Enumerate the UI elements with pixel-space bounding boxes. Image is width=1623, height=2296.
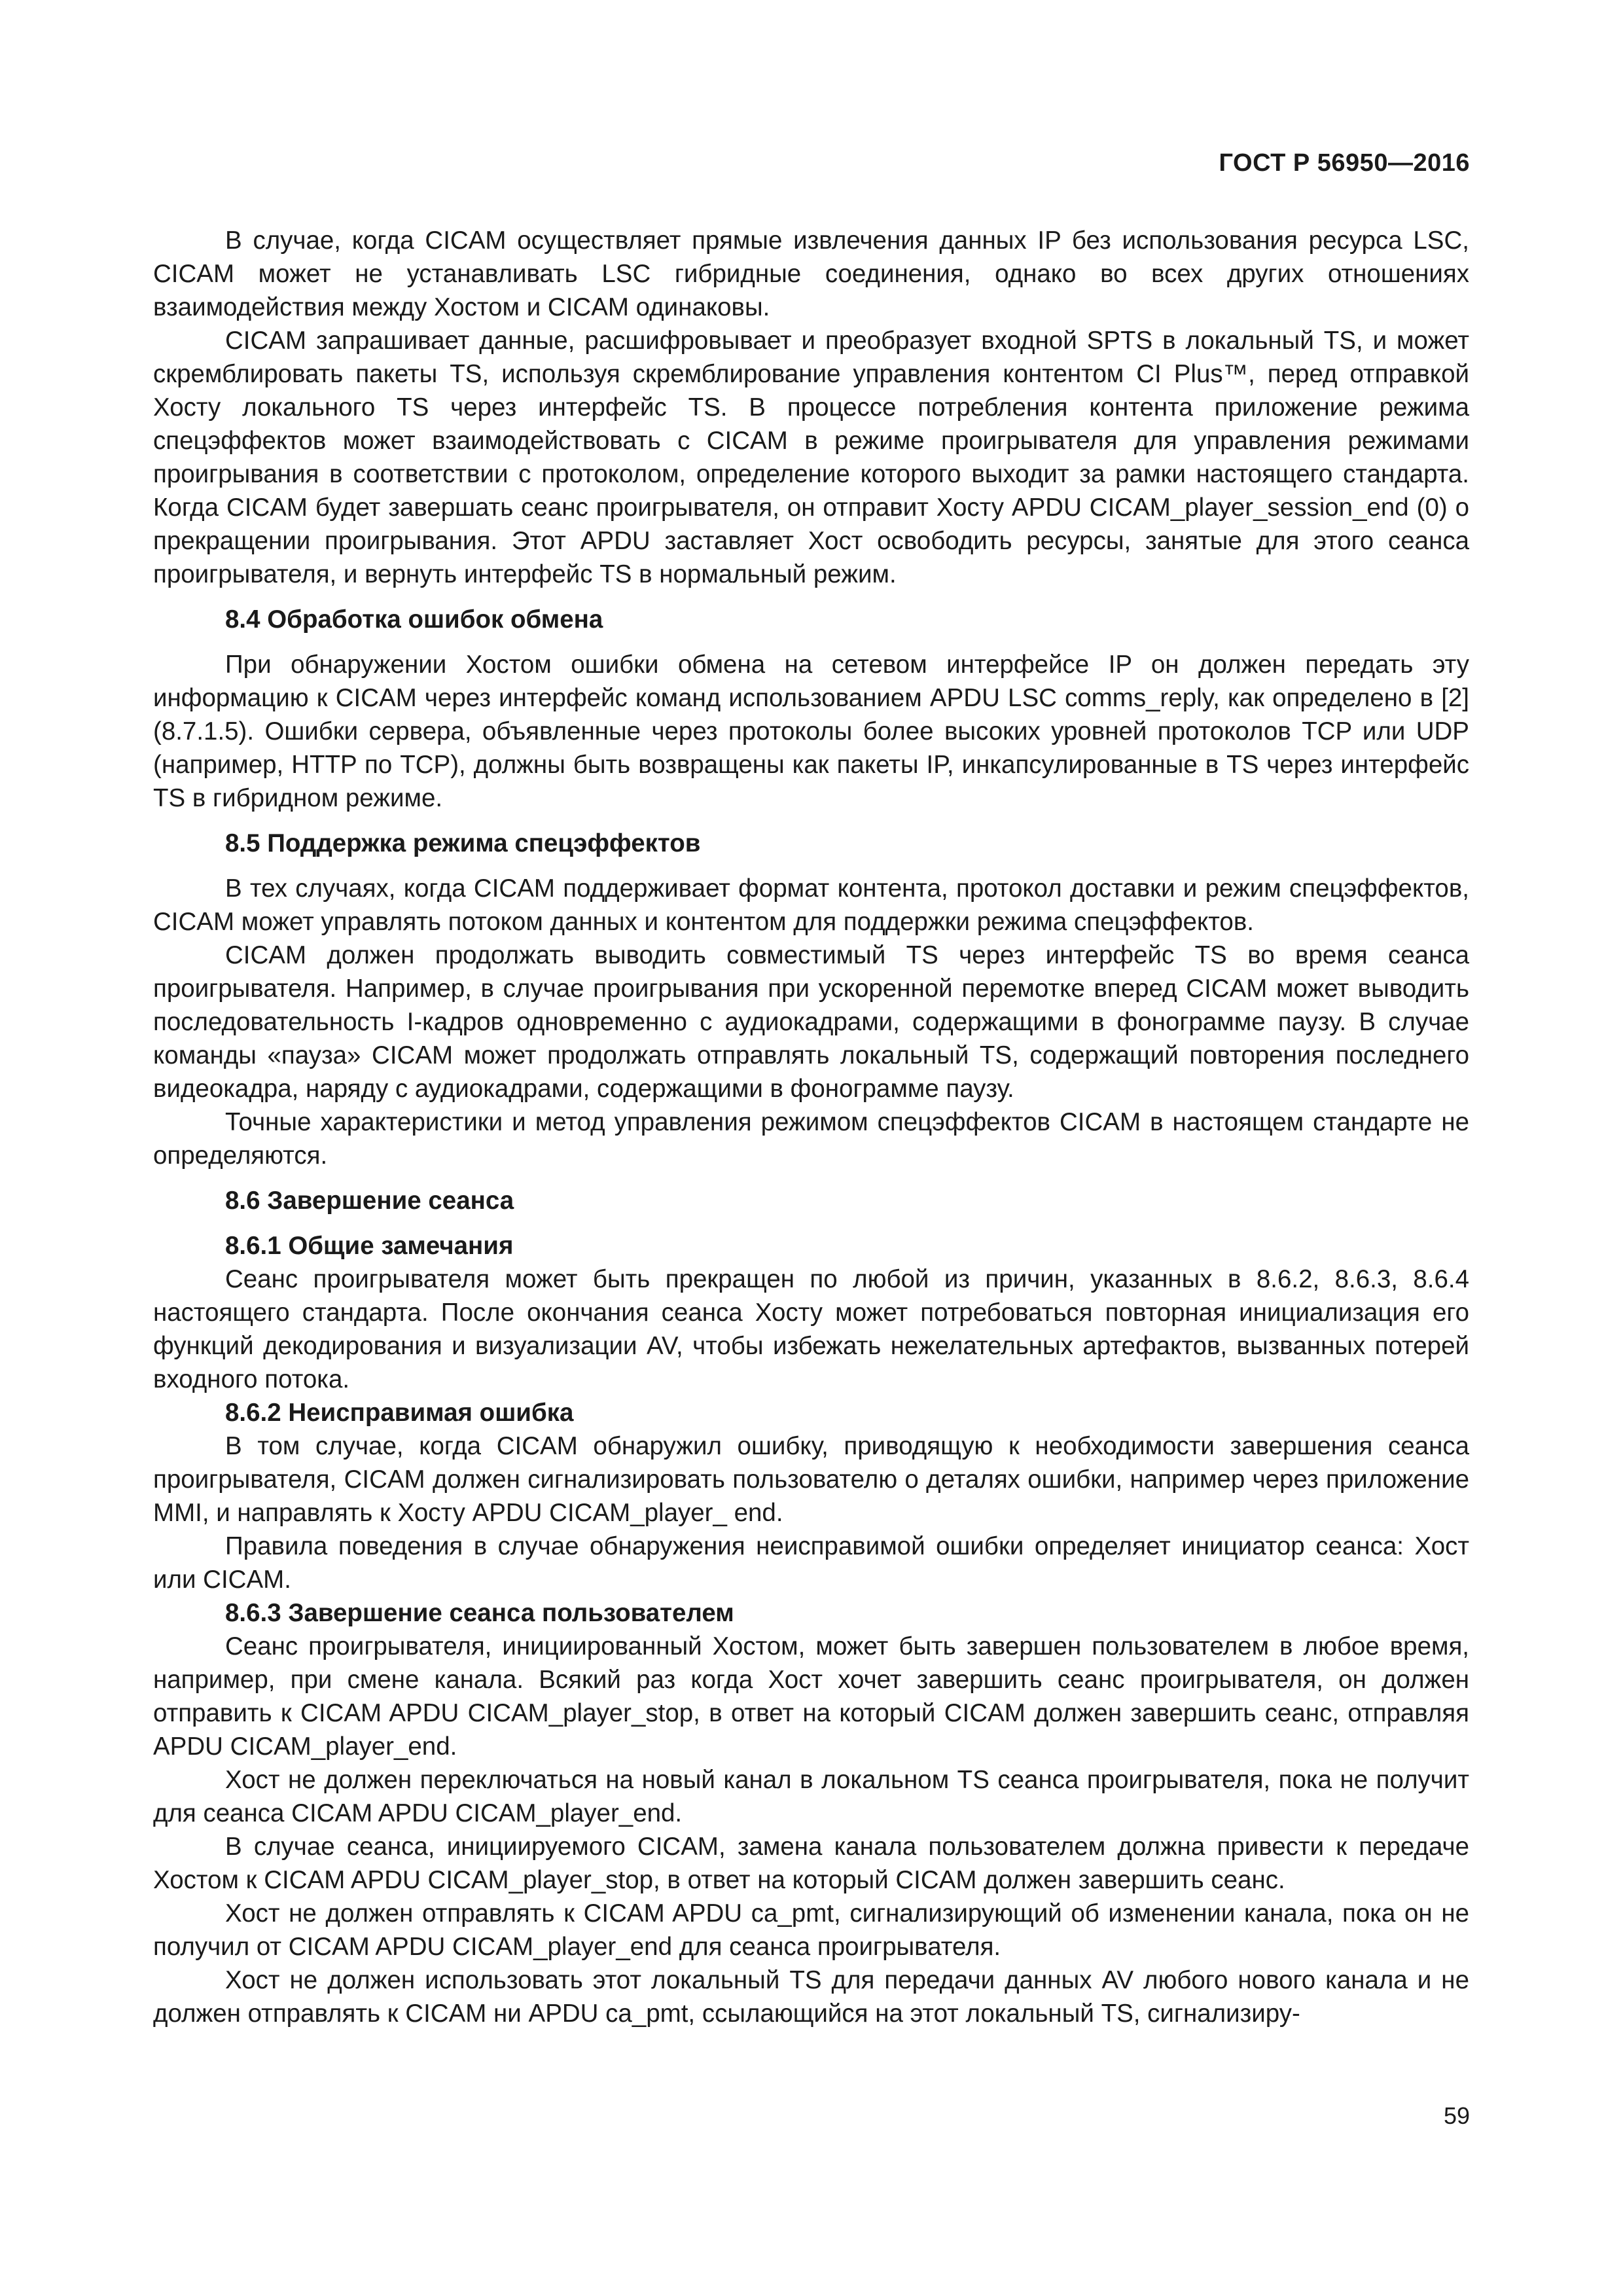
paragraph: CICAM запрашивает данные, расшифровывает и преобразует входной SPTS в локальный TS, и может скремблировать пакеты TS, используя скремблирование управления контентом CI Plus™, перед отправкой Хосту локального TS через интерфейс TS. В процессе потребления контента приложение режима спецэффектов может взаимодействовать с CICAM в режиме проигрывателя для управления режимами проигрывания в соответствии с протоколом, определение которого выходит за рамки настоящего стандарта. Когда CICAM будет завершать сеанс проигрывателя, он отправит Хосту APDU CICAM_player_session_end (0) о прекращении проигрывания. Этот APDU заставляет Хост освободить ресурсы, занятые для этого сеанса проигрывателя, и вернуть интерфейс TS в нормальный режим. — [153, 327, 1469, 588]
subsection-heading-8-6-1: 8.6.1 Общие замечания — [225, 1232, 514, 1260]
subsection-heading-8-6-3: 8.6.3 Завершение сеанса пользователем — [225, 1599, 734, 1627]
section-heading-8-6: 8.6 Завершение сеанса — [225, 1187, 514, 1215]
paragraph: Точные характеристики и метод управления режимом спецэффектов CICAM в настоящем стандарте не определяются. — [153, 1108, 1469, 1170]
paragraph: Хост не должен переключаться на новый канал в локальном TS сеанса проигрывателя, пока не получит для сеанса CICAM APDU CICAM_player_end. — [153, 1766, 1469, 1827]
document-code-header: ГОСТ Р 56950—2016 — [1219, 149, 1470, 177]
paragraph: При обнаружении Хостом ошибки обмена на сетевом интерфейсе IP он должен передать эту информацию к CICAM через интерфейс команд использованием APDU LSC comms_reply, как определено в [2] (8.7.1.5). Ошибки сервера, объявленные через протоколы более высоких уровней протоколов TCP или UDP (например, HTTP по TCP), должны быть возвращены как пакеты IP, инкапсулированные в TS через интерфейс TS в гибридном режиме. — [153, 651, 1469, 812]
section-heading-8-5: 8.5 Поддержка режима спецэффектов — [225, 829, 701, 857]
paragraph: Хост не должен использовать этот локальный TS для передачи данных AV любого нового канала и не должен отправлять к CICAM ни APDU ca_pmt, ссылающийся на этот локальный TS, сигнализиру- — [153, 1966, 1469, 2028]
paragraph: В случае, когда CICAM осуществляет прямые извлечения данных IP без использования ресурса LSC, CICAM может не устанавливать LSC гибридные соединения, однако во всех других отношениях взаимодействия между Хостом и CICAM одинаковы. — [153, 226, 1469, 321]
paragraph: Сеанс проигрывателя может быть прекращен по любой из причин, указанных в 8.6.2, 8.6.3, 8.6.4 настоящего стандарта. После окончания сеанса Хосту может потребоваться повторная инициализация его функций декодирования и визуализации AV, чтобы избежать нежелательных артефактов, вызванных потерей входного потока. — [153, 1265, 1469, 1393]
paragraph: Хост не должен отправлять к CICAM APDU ca_pmt, сигнализирующий об изменении канала, пока он не получил от CICAM APDU CICAM_player_end для сеанса проигрывателя. — [153, 1899, 1469, 1961]
section-heading-8-4: 8.4 Обработка ошибок обмена — [225, 605, 603, 634]
paragraph: В случае сеанса, инициируемого CICAM, замена канала пользователем должна привести к передаче Хостом к CICAM APDU CICAM_player_stop, в ответ на который CICAM должен завершить сеанс. — [153, 1833, 1469, 1894]
subsection-heading-8-6-2: 8.6.2 Неисправимая ошибка — [225, 1399, 574, 1427]
paragraph: В том случае, когда CICAM обнаружил ошибку, приводящую к необходимости завершения сеанса проигрывателя, CICAM должен сигнализировать пользователю о деталях ошибки, например через приложение MMI, и направлять к Хосту APDU CICAM_player_ end. — [153, 1432, 1469, 1527]
paragraph: Сеанс проигрывателя, инициированный Хостом, может быть завершен пользователем в любое время, например, при смене канала. Всякий раз когда Хост хочет завершить сеанс проигрывателя, он должен отправить к CICAM APDU CICAM_player_stop, в ответ на который CICAM должен завершить сеанс, отправляя APDU CICAM_player_end. — [153, 1632, 1469, 1761]
paragraph: Правила поведения в случае обнаружения неисправимой ошибки определяет инициатор сеанса: Хост или CICAM. — [153, 1532, 1469, 1594]
document-body — [153, 224, 1469, 2030]
page-number: 59 — [1443, 2102, 1470, 2129]
paragraph: В тех случаях, когда CICAM поддерживает формат контента, протокол доставки и режим спецэффектов, CICAM может управлять потоком данных и контентом для поддержки режима спецэффектов. — [153, 874, 1469, 936]
paragraph: CICAM должен продолжать выводить совместимый TS через интерфейс TS во время сеанса проигрывателя. Например, в случае проигрывания при ускоренной перемотке вперед CICAM может выводить последовательность I-кадров одновременно с аудиокадрами, содержащими в фонограмме паузу. В случае команды «пауза» CICAM может продолжать отправлять локальный TS, содержащий повторения последнего видеокадра, наряду с аудиокадрами, содержащими в фонограмме паузу. — [153, 941, 1469, 1103]
